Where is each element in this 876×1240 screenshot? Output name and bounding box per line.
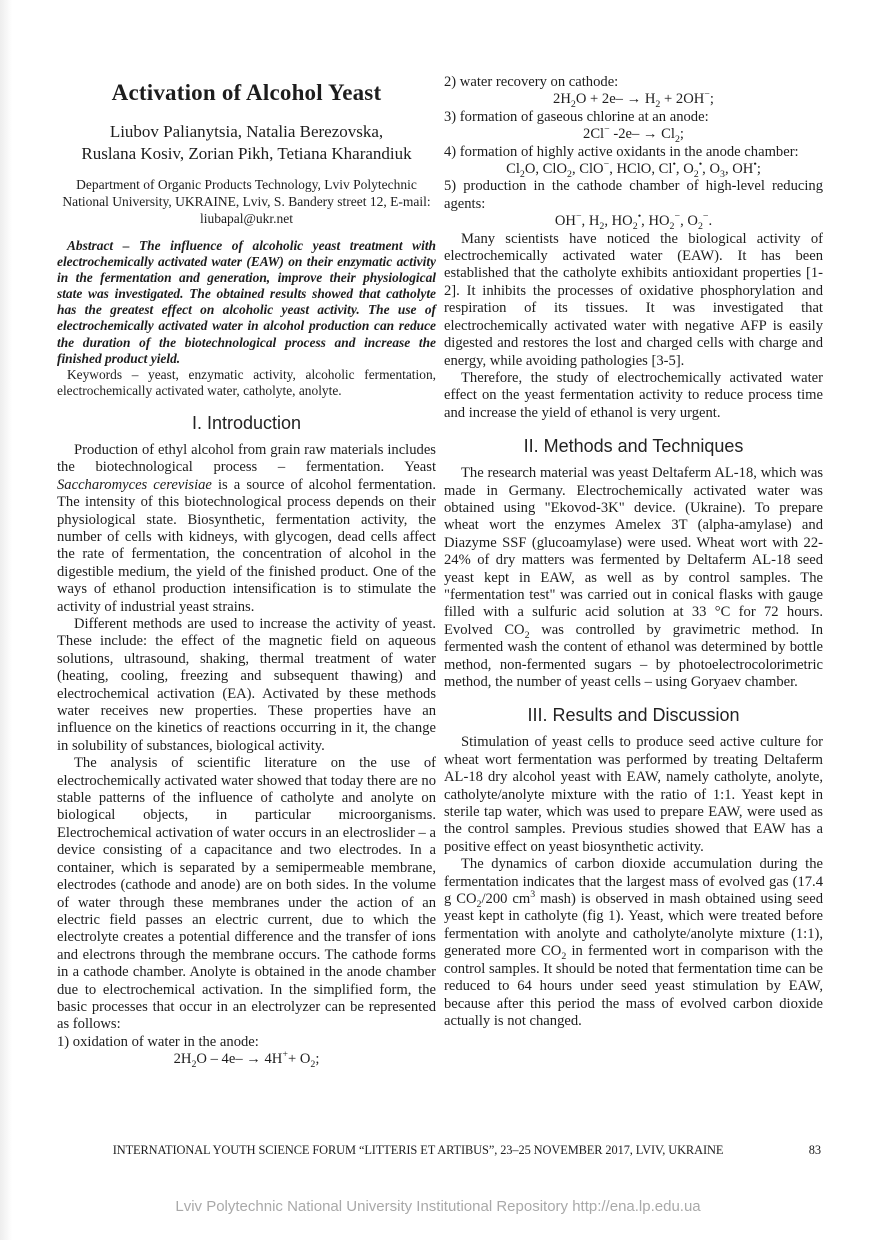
paper-title: Activation of Alcohol Yeast xyxy=(111,80,382,105)
process-item-1: 1) oxidation of water in the anode: xyxy=(57,1033,259,1050)
conference-line: INTERNATIONAL YOUTH SCIENCE FORUM “LITTERIS ET ARTIBUS”, 23–25 NOVEMBER 2017, LVIV, UKRAINE xyxy=(112,1143,724,1157)
scan-edge-shadow xyxy=(0,0,12,1240)
process-item-3: 3) formation of gaseous chlorine at an anode: xyxy=(444,108,709,125)
authors xyxy=(57,121,436,165)
intro-paragraph-3: The analysis of scientific literature on the use of electrochemically activated water showed that today there are no stable patterns of the influence of catholyte and anolyte on biological objects, in particular microorganisms. Electrochemical activation of water occurs in an electroslider – a device consisting of a capacitance and two electrodes. In a container, which is separated by a semipermeable membrane, electrodes (cathode and anode) are on both sides. In the volume of water through these membranes under the action of an electric field passes an electric current, due to which the electrolyte creates a potential difference and the transfer of ions and electrons through the membrane occurs. The cathode forms in a cathode chamber. Anolyte is obtained in the anode chamber due to electrochemical activation. In the simplified form, the basic processes that occur in an electrolyzer can be represented as follows: xyxy=(57,755,436,1033)
equation-anode-oxidants: $Cl_2O$, ClO$_2$, ClO−, HClO, Cl•, $O_2^•$, $O_3$, OH•; xyxy=(506,159,761,180)
equation-anode-oxidation: $2H_2O - 4e- \to 4H^++ O_2$; xyxy=(173,1049,320,1071)
authors-line-1: Liubov Palianytsia, Natalia Berezovska, xyxy=(109,122,384,141)
equation-chlorine-formation: 2Cl− $-2e- \to Cl_2$; xyxy=(583,124,684,146)
left-column xyxy=(57,80,436,1069)
affiliation: Department of Organic Products Technology, Lviv Polytechnic National University, UKRAINE, Lviv, S. Bandery street 12, E-mail: liubapal@ukr.net xyxy=(62,177,431,226)
intro-paragraph-2: Different methods are used to increase the activity of yeast. These include: the effect of the magnetic field on aqueous solutions, ultrasound, shaking, thermal treatment of water (heating, cooling, freezing and subsequent thawing) and electrochemical activation (EA). Activated by these methods water receives new properties. These properties have an influence on the kinetics of reactions occurring in it, the change in solubility of substances, biological activity. xyxy=(57,616,436,754)
repository-watermark: Lviv Polytechnic National University Institutional Repository http://ena.lp.edu.ua xyxy=(175,1198,701,1215)
equation-reducing-agents: OH−, $H_2$, $HO_2^•$, $HO_2^-$, $O_2^-$. xyxy=(554,211,713,233)
section-heading-introduction: I. Introduction xyxy=(191,412,302,433)
results-paragraph-2: The dynamics of carbon dioxide accumulation during the fermentation indicates that the largest mass of evolved gas (17.4 g $CO_2/200$ $cm^3$ mash) is observed in mash obtained using seed yeast kept in catholyte (fig 1). Yeast, which were treated before fermentation with anolyte and catholyte/anolyte mixture (1:1), generated more $CO_2$ in fermented wort in comparison with the control samples. It should be noted that fermentation time can be reduced to 64 hours under seed yeast stimulation by EAW, because after this period the mass of evolved carbon dioxide actually is not changed. xyxy=(444,856,823,1029)
section-heading-results: III. Results and Discussion xyxy=(527,705,740,726)
process-item-5: 5) production in the cathode chamber of high-level reducing agents: xyxy=(444,178,823,212)
process-item-4: 4) formation of highly active oxidants in the anode chamber: xyxy=(444,143,799,160)
section-heading-methods: II. Methods and Techniques xyxy=(523,436,744,457)
intro-paragraph-1: Production of ethyl alcohol from grain raw materials includes the biotechnological process – fermentation. Yeast Saccharomyces cerevisiae is a source of alcohol fermentation. The intensity of this biotechnological process depends on their physiological state. Biosynthetic, fermentation activity, the number of cells with kidneys, with glycogen, dead cells affect the rate of fermentation, the concentration of alcohol in the digestible medium, the yield of the finished product. One of the ways of ethanol production intensification is to stimulate the activity of industrial yeast strains. xyxy=(57,441,436,615)
results-paragraph-1: Stimulation of yeast cells to produce seed active culture for wheat wort fermentation was performed by treating Deltaferm AL-18 dry alcohol yeast with EAW, namely catholyte, anolyte, catholyte/anolyte mixture with the ratio of 1:1. Yeast kept in sterile tap water, which was used to prepare EAW, were used as the control samples. Previous studies showed that EAW has a positive effect on yeast biosynthetic activity. xyxy=(444,734,823,855)
authors-line-2: Ruslana Kosiv, Zorian Pikh, Tetiana Kharandiuk xyxy=(81,144,412,163)
methods-paragraph-1: The research material was yeast Deltaferm AL-18, which was made in Germany. Electrochemically activated water was obtained using "Ekovod-3K" device. (Ukraine). To prepare wheat wort the enzymes Amelex 3T (alpha-amylase) and Diazyme SSF (glucoamylase) were used. Wheat wort with 22-24% of dry matters was fermented by Deltaferm AL-18 seed yeast kept in EAW, as well as by control samples. The "fermentation test" was carried out in conical flasks with gauge filled with a sulfuric acid solution at 33 °C for 72 hours. Evolved $CO_2$ was controlled by gravimetric method. In fermented wash the content of ethanol was determined by bottle method, non-fermented sugars – by photoelectrocolorimetric method, the number of yeast cells – using Goryaev chamber. xyxy=(444,465,824,690)
study-motivation-paragraph: Therefore, the study of electrochemically activated water effect on the yeast fermentation activity to reduce process time and increase the yield of ethanol is very urgent. xyxy=(444,369,823,421)
keywords: Keywords – yeast, enzymatic activity, alcoholic fermentation, electrochemically activated water, catholyte, anolyte. xyxy=(57,366,436,398)
page-footer xyxy=(57,1143,823,1158)
process-item-2: 2) water recovery on cathode: xyxy=(444,74,619,90)
right-column xyxy=(444,74,823,1030)
equation-cathode-recovery: $2H_2O + 2e- \to H_2 + 2OH^-$; xyxy=(553,89,714,111)
abstract: Abstract – The influence of alcoholic yeast treatment with electrochemically activated water (EAW) on their enzymatic activity in the fermentation and generation, improve their physiological state was investigated. The obtained results showed that catholyte has the greatest effect on alcoholic yeast activity. The use of electrochemically activated water in alcohol production can reduce the duration of the biotechnological process and increase the finished product yield. xyxy=(57,238,436,366)
page-number: 83 xyxy=(808,1143,821,1157)
biological-activity-paragraph: Many scientists have noticed the biological activity of electrochemically activated water (EAW). It has been established that the catholyte exhibits antioxidant properties [1-2]. It inhibits the processes of oxidative phosphorylation and respiration of its tissues. It was investigated that electrochemically activated water with negative AFP is easily digested and restores the lost and charged cells with charge and energy, while avoiding pathologies [3-5]. xyxy=(444,230,823,369)
